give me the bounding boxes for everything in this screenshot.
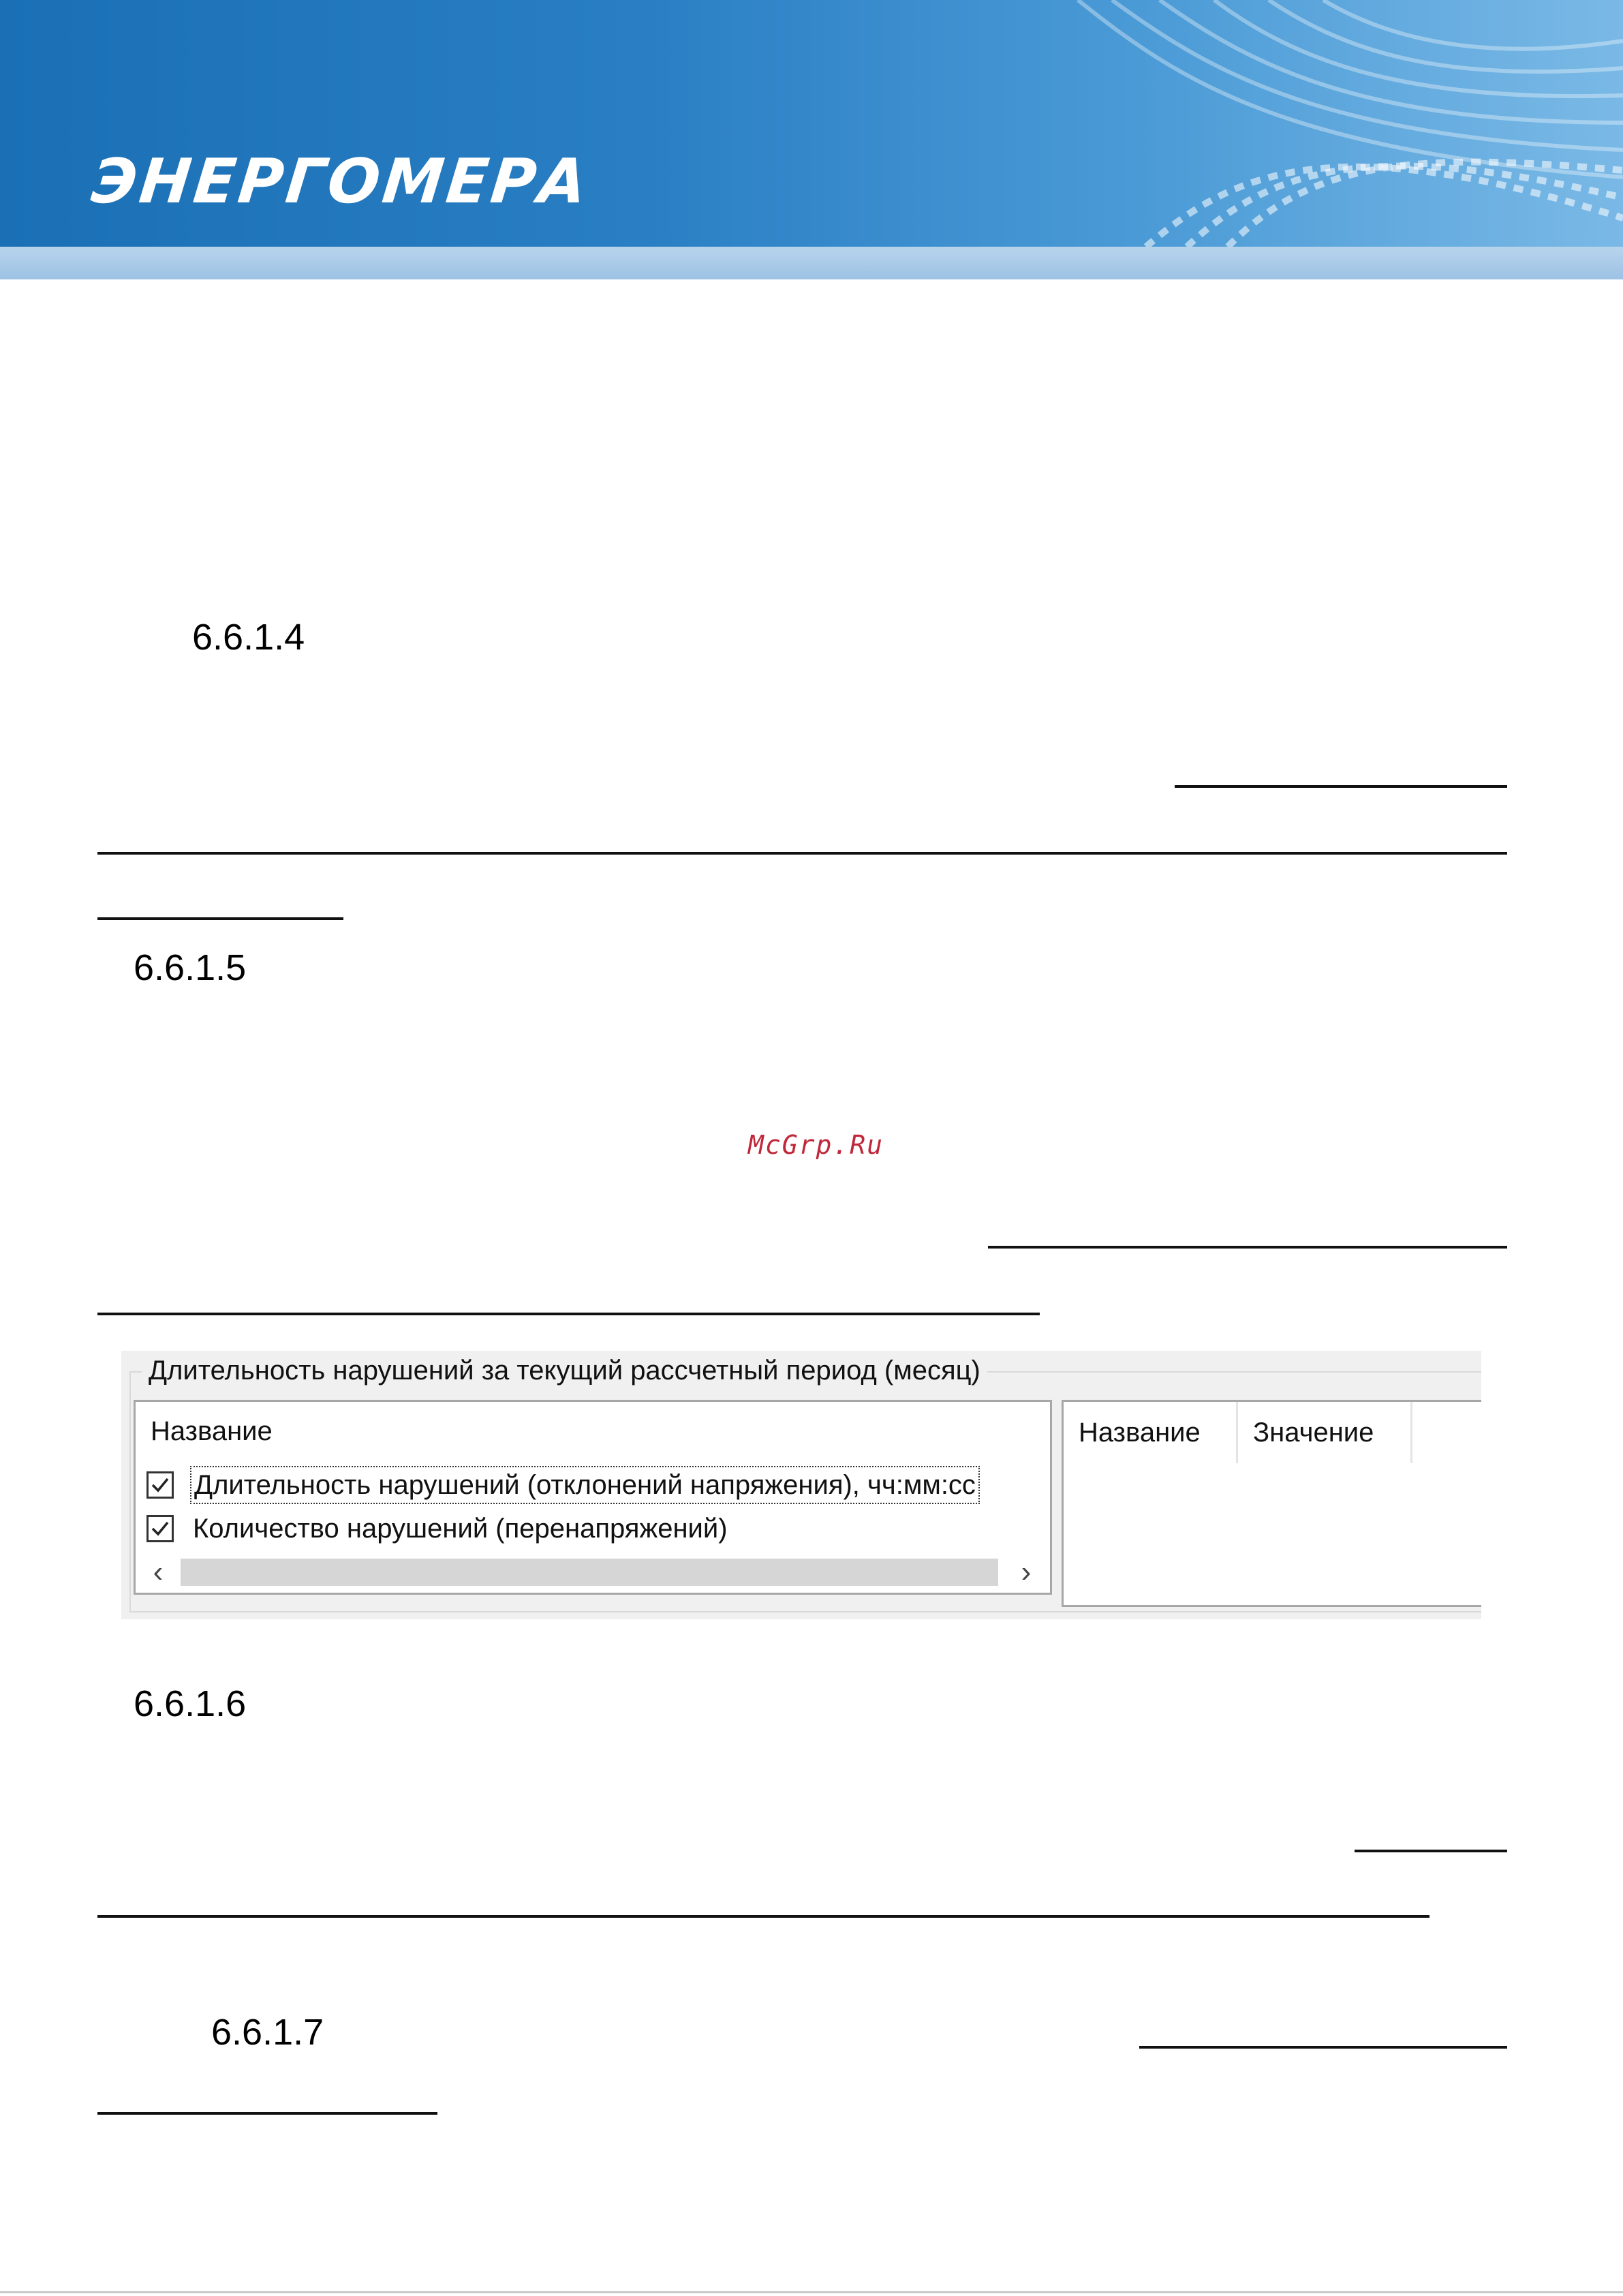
section-number-6-6-1-6: 6.6.1.6 xyxy=(134,1683,247,1724)
list-item-label: Количество нарушений (перенапряжений) xyxy=(193,1514,728,1544)
section-number-6-6-1-7: 6.6.1.7 xyxy=(211,2012,324,2053)
page-bottom-border xyxy=(0,2291,1623,2293)
brand-logo: ЭНЕРГОМЕРА xyxy=(88,146,593,217)
column-header-value[interactable]: Значение xyxy=(1238,1402,1412,1463)
underline-rule xyxy=(1139,2046,1507,2049)
underline-rule xyxy=(988,1246,1507,1249)
parameters-list[interactable] xyxy=(134,1400,1052,1595)
checkmark-icon xyxy=(151,1519,170,1538)
section-number-6-6-1-4: 6.6.1.4 xyxy=(192,617,305,658)
scrollbar-thumb[interactable] xyxy=(181,1559,998,1586)
underline-rule xyxy=(97,1313,1040,1315)
underline-rule xyxy=(97,2112,437,2115)
underline-rule xyxy=(1355,1850,1507,1852)
underline-rule xyxy=(1175,785,1507,788)
watermark: McGrp.Ru xyxy=(748,1130,884,1160)
chevron-right-icon[interactable]: › xyxy=(1021,1555,1032,1589)
checkbox[interactable] xyxy=(146,1515,174,1542)
column-header-name[interactable]: Название xyxy=(151,1416,273,1446)
chevron-left-icon[interactable]: ‹ xyxy=(153,1555,164,1589)
section-number-6-6-1-5: 6.6.1.5 xyxy=(134,947,247,988)
underline-rule xyxy=(97,852,1507,855)
group-box-title: Длительность нарушений за текущий рассчетный период (месяц) xyxy=(142,1353,987,1388)
underline-rule xyxy=(97,1915,1429,1918)
checkbox[interactable] xyxy=(146,1471,174,1499)
header-banner xyxy=(0,0,1623,247)
embedded-screenshot xyxy=(121,1351,1481,1619)
checkmark-icon xyxy=(151,1475,170,1495)
list-item-label: Длительность нарушений (отклонений напряжения), чч:мм:сс xyxy=(190,1466,980,1504)
underline-rule xyxy=(97,917,343,920)
wave-pattern-icon xyxy=(942,0,1623,247)
column-header-name[interactable]: Название xyxy=(1064,1402,1238,1463)
banner-strip xyxy=(0,247,1623,279)
values-list[interactable] xyxy=(1062,1400,1481,1607)
horizontal-scrollbar[interactable] xyxy=(136,1553,1050,1591)
